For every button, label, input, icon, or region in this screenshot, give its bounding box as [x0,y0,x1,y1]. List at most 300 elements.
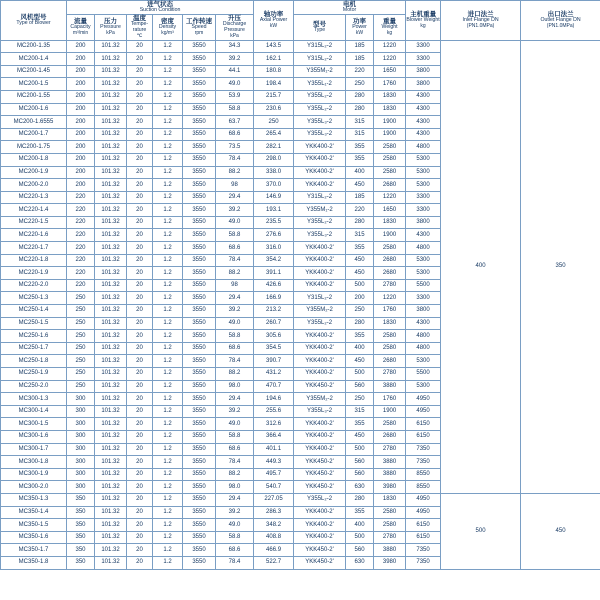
cell-discharge-pressure: 78.4 [216,254,254,267]
cell-discharge-pressure: 98 [216,279,254,292]
cell-motor-weight: 1760 [374,393,406,406]
cell-discharge-pressure: 39.2 [216,305,254,318]
cell-blower-weight: 3800 [406,78,441,91]
cell-motor-power: 500 [346,443,374,456]
cell-capacity: 220 [67,191,95,204]
cell-axial-power: 449.3 [254,456,294,469]
cell-blower-weight: 7350 [406,544,441,557]
cell-discharge-pressure: 29.4 [216,493,254,506]
cell-capacity: 350 [67,506,95,519]
cell-density: 1.2 [153,342,183,355]
cell-motor-weight: 2580 [374,166,406,179]
cell-model: MC200-1.7 [1,128,67,141]
cell-discharge-pressure: 39.2 [216,53,254,66]
cell-axial-power: 162.1 [254,53,294,66]
cell-model: MC250-1.6 [1,330,67,343]
cell-density: 1.2 [153,468,183,481]
cell-motor-power: 250 [346,305,374,318]
cell-capacity: 200 [67,166,95,179]
cell-temperature: 20 [127,216,153,229]
cell-density: 1.2 [153,90,183,103]
cell-speed: 3550 [183,430,216,443]
cell-pressure: 101.32 [95,242,127,255]
cell-motor-weight: 2680 [374,254,406,267]
cell-density: 1.2 [153,128,183,141]
cell-temperature: 20 [127,166,153,179]
cell-model: MC200-1.6 [1,103,67,116]
cell-temperature: 20 [127,305,153,318]
cell-model: MC200-1.9 [1,166,67,179]
cell-axial-power: 265.4 [254,128,294,141]
cell-motor-type: Y355L₂-2 [294,90,346,103]
cell-motor-weight: 2780 [374,279,406,292]
cell-motor-type: Y315L₂-2 [294,191,346,204]
cell-axial-power: 227.05 [254,493,294,506]
cell-axial-power: 194.6 [254,393,294,406]
cell-motor-weight: 1830 [374,317,406,330]
cell-temperature: 20 [127,179,153,192]
cell-capacity: 200 [67,53,95,66]
cell-motor-type: Y355L₂-2 [294,216,346,229]
cell-outlet-flange: 350 [521,40,600,493]
cell-discharge-pressure: 39.2 [216,204,254,217]
cell-model: MC220-1.9 [1,267,67,280]
cell-speed: 3550 [183,267,216,280]
cell-blower-weight: 4300 [406,128,441,141]
cell-motor-weight: 3880 [374,456,406,469]
cell-pressure: 101.32 [95,430,127,443]
cell-motor-type: Y355M₂-2 [294,305,346,318]
cell-temperature: 20 [127,317,153,330]
cell-axial-power: 540.7 [254,481,294,494]
cell-motor-type: YKK400-2' [294,242,346,255]
cell-capacity: 200 [67,40,95,53]
cell-axial-power: 391.1 [254,267,294,280]
cell-speed: 3550 [183,128,216,141]
cell-motor-power: 355 [346,506,374,519]
cell-speed: 3550 [183,103,216,116]
cell-capacity: 250 [67,305,95,318]
cell-speed: 3550 [183,342,216,355]
cell-motor-weight: 2580 [374,506,406,519]
cell-motor-power: 400 [346,519,374,532]
cell-motor-power: 450 [346,179,374,192]
table-body [1,40,600,569]
cell-temperature: 20 [127,342,153,355]
cell-motor-type: Y315L₂-2 [294,292,346,305]
cell-blower-weight: 5300 [406,179,441,192]
cell-discharge-pressure: 58.8 [216,103,254,116]
cell-model: MC300-1.4 [1,405,67,418]
cell-temperature: 20 [127,292,153,305]
cell-pressure: 101.32 [95,443,127,456]
cell-temperature: 20 [127,481,153,494]
cell-speed: 3550 [183,204,216,217]
cell-speed: 3550 [183,65,216,78]
cell-discharge-pressure: 68.6 [216,443,254,456]
cell-motor-type: YKK400-2' [294,430,346,443]
cell-discharge-pressure: 78.4 [216,456,254,469]
cell-density: 1.2 [153,380,183,393]
cell-motor-power: 500 [346,531,374,544]
cell-pressure: 101.32 [95,493,127,506]
cell-motor-type: YKK400-2' [294,254,346,267]
cell-motor-weight: 1830 [374,216,406,229]
cell-axial-power: 390.7 [254,355,294,368]
cell-motor-weight: 2780 [374,443,406,456]
cell-blower-weight: 8550 [406,468,441,481]
table-row [1,40,600,53]
cell-motor-weight: 1220 [374,40,406,53]
cell-temperature: 20 [127,242,153,255]
cell-motor-type: YKK400-2' [294,166,346,179]
cell-speed: 3550 [183,116,216,129]
cell-motor-power: 250 [346,393,374,406]
cell-discharge-pressure: 58.8 [216,229,254,242]
header-motor-group: 电机 Motor [294,1,406,15]
cell-discharge-pressure: 29.4 [216,292,254,305]
cell-pressure: 101.32 [95,191,127,204]
cell-discharge-pressure: 49.0 [216,519,254,532]
cell-blower-weight: 5300 [406,254,441,267]
cell-temperature: 20 [127,254,153,267]
cell-model: MC220-1.5 [1,216,67,229]
cell-motor-power: 220 [346,204,374,217]
cell-temperature: 20 [127,556,153,569]
cell-density: 1.2 [153,279,183,292]
header-motor-type: 型号 Type [294,15,346,40]
header-discharge-pressure: 升压 Discharge Pressure kPa [216,15,254,40]
cell-blower-weight: 5300 [406,355,441,368]
header-outlet-flange: 出口法兰 Outlet Flange DN (PN1.0MPa) [521,1,600,41]
cell-model: MC250-1.4 [1,305,67,318]
cell-axial-power: 250 [254,116,294,129]
cell-motor-weight: 2680 [374,355,406,368]
cell-capacity: 300 [67,443,95,456]
cell-motor-weight: 1220 [374,53,406,66]
cell-capacity: 200 [67,103,95,116]
cell-axial-power: 401.1 [254,443,294,456]
cell-axial-power: 370.0 [254,179,294,192]
cell-discharge-pressure: 73.5 [216,141,254,154]
cell-model: MC300-2.0 [1,481,67,494]
cell-discharge-pressure: 49.0 [216,418,254,431]
cell-motor-type: Y355M₁-2 [294,65,346,78]
cell-temperature: 20 [127,493,153,506]
cell-capacity: 200 [67,90,95,103]
cell-discharge-pressure: 34.3 [216,40,254,53]
header-suction-group: 进气状态 Suction Condition [67,1,254,15]
cell-capacity: 220 [67,242,95,255]
cell-pressure: 101.32 [95,65,127,78]
cell-blower-weight: 7350 [406,443,441,456]
cell-temperature: 20 [127,229,153,242]
cell-axial-power: 354.2 [254,254,294,267]
cell-temperature: 20 [127,53,153,66]
cell-density: 1.2 [153,531,183,544]
cell-blower-weight: 3800 [406,65,441,78]
cell-axial-power: 316.0 [254,242,294,255]
cell-motor-weight: 1760 [374,78,406,91]
cell-density: 1.2 [153,141,183,154]
cell-blower-weight: 6150 [406,531,441,544]
cell-temperature: 20 [127,393,153,406]
cell-motor-weight: 2680 [374,430,406,443]
cell-model: MC300-1.3 [1,393,67,406]
cell-blower-weight: 5500 [406,368,441,381]
cell-capacity: 200 [67,153,95,166]
cell-temperature: 20 [127,355,153,368]
cell-speed: 3550 [183,242,216,255]
cell-motor-type: YKK400-2' [294,267,346,280]
cell-temperature: 20 [127,78,153,91]
cell-capacity: 220 [67,267,95,280]
cell-temperature: 20 [127,204,153,217]
cell-motor-weight: 3880 [374,380,406,393]
cell-model: MC200-2.0 [1,179,67,192]
cell-axial-power: 495.7 [254,468,294,481]
cell-motor-type: Y355L₃-2 [294,405,346,418]
cell-motor-weight: 3980 [374,481,406,494]
cell-blower-weight: 7350 [406,456,441,469]
cell-temperature: 20 [127,141,153,154]
cell-density: 1.2 [153,179,183,192]
cell-temperature: 20 [127,330,153,343]
cell-capacity: 220 [67,229,95,242]
cell-capacity: 350 [67,556,95,569]
cell-discharge-pressure: 78.4 [216,153,254,166]
cell-pressure: 101.32 [95,330,127,343]
cell-blower-weight: 4800 [406,141,441,154]
cell-inlet-flange: 500 [441,493,521,569]
cell-motor-weight: 1220 [374,292,406,305]
cell-motor-power: 355 [346,330,374,343]
cell-motor-power: 315 [346,116,374,129]
cell-discharge-pressure: 78.4 [216,355,254,368]
cell-density: 1.2 [153,153,183,166]
cell-pressure: 101.32 [95,506,127,519]
cell-speed: 3550 [183,355,216,368]
cell-motor-type: YKK400-2' [294,519,346,532]
cell-density: 1.2 [153,355,183,368]
cell-capacity: 220 [67,279,95,292]
cell-model: MC200-1.8 [1,153,67,166]
cell-motor-weight: 1760 [374,305,406,318]
cell-pressure: 101.32 [95,40,127,53]
cell-density: 1.2 [153,405,183,418]
cell-blower-weight: 4800 [406,330,441,343]
cell-density: 1.2 [153,393,183,406]
cell-speed: 3550 [183,90,216,103]
cell-discharge-pressure: 49.0 [216,317,254,330]
cell-axial-power: 431.2 [254,368,294,381]
cell-motor-weight: 2580 [374,418,406,431]
cell-model: MC350-1.5 [1,519,67,532]
cell-temperature: 20 [127,128,153,141]
cell-axial-power: 522.7 [254,556,294,569]
cell-motor-type: Y355L₂-2 [294,493,346,506]
cell-density: 1.2 [153,242,183,255]
cell-discharge-pressure: 68.6 [216,242,254,255]
cell-capacity: 220 [67,216,95,229]
cell-pressure: 101.32 [95,128,127,141]
cell-blower-weight: 3300 [406,40,441,53]
cell-motor-type: Y355L₂-2 [294,317,346,330]
cell-blower-weight: 5500 [406,279,441,292]
cell-motor-type: YKK400-2' [294,355,346,368]
cell-model: MC200-1.75 [1,141,67,154]
cell-pressure: 101.32 [95,116,127,129]
cell-model: MC200-1.5 [1,78,67,91]
header-speed: 工作转速 Speed rpm [183,15,216,40]
cell-motor-weight: 2780 [374,531,406,544]
cell-axial-power: 230.6 [254,103,294,116]
cell-capacity: 350 [67,519,95,532]
cell-model: MC200-1.55 [1,90,67,103]
cell-motor-power: 560 [346,544,374,557]
cell-discharge-pressure: 98 [216,179,254,192]
cell-blower-weight: 4950 [406,393,441,406]
cell-discharge-pressure: 58.8 [216,531,254,544]
cell-capacity: 300 [67,393,95,406]
cell-capacity: 220 [67,254,95,267]
cell-blower-weight: 5300 [406,380,441,393]
cell-axial-power: 146.9 [254,191,294,204]
cell-speed: 3550 [183,179,216,192]
cell-temperature: 20 [127,116,153,129]
cell-model: MC300-1.6 [1,430,67,443]
cell-motor-power: 450 [346,355,374,368]
cell-model: MC250-1.9 [1,368,67,381]
cell-motor-type: YKK400-2' [294,153,346,166]
cell-temperature: 20 [127,103,153,116]
cell-motor-type: YKK400-2' [294,330,346,343]
cell-motor-type: Y355L₁-2 [294,78,346,91]
cell-motor-power: 315 [346,405,374,418]
header-density: 密度 Density kg/m³ [153,15,183,40]
cell-density: 1.2 [153,317,183,330]
cell-outlet-flange: 450 [521,493,600,569]
cell-discharge-pressure: 98.0 [216,481,254,494]
header-pressure: 压力 Pressure kPa [95,15,127,40]
cell-discharge-pressure: 39.2 [216,506,254,519]
cell-blower-weight: 6150 [406,430,441,443]
cell-blower-weight: 3300 [406,204,441,217]
cell-model: MC300-1.5 [1,418,67,431]
cell-motor-weight: 2680 [374,267,406,280]
cell-model: MC300-1.9 [1,468,67,481]
cell-axial-power: 193.1 [254,204,294,217]
cell-temperature: 20 [127,191,153,204]
cell-pressure: 101.32 [95,279,127,292]
table-header [1,1,600,41]
cell-temperature: 20 [127,430,153,443]
cell-density: 1.2 [153,456,183,469]
cell-model: MC350-1.3 [1,493,67,506]
cell-motor-type: Y355L₃-2 [294,116,346,129]
cell-capacity: 300 [67,481,95,494]
cell-blower-weight: 6150 [406,418,441,431]
cell-density: 1.2 [153,53,183,66]
cell-model: MC220-1.6 [1,229,67,242]
cell-motor-power: 560 [346,456,374,469]
cell-capacity: 350 [67,531,95,544]
cell-axial-power: 470.7 [254,380,294,393]
cell-motor-power: 280 [346,317,374,330]
cell-pressure: 101.32 [95,368,127,381]
cell-capacity: 250 [67,330,95,343]
cell-motor-type: Y355M₂-2 [294,393,346,406]
cell-discharge-pressure: 58.8 [216,330,254,343]
cell-motor-power: 450 [346,430,374,443]
cell-motor-weight: 1900 [374,116,406,129]
cell-speed: 3550 [183,493,216,506]
cell-motor-type: YKK400-2' [294,141,346,154]
cell-pressure: 101.32 [95,103,127,116]
cell-motor-weight: 1650 [374,65,406,78]
cell-motor-power: 200 [346,292,374,305]
cell-axial-power: 260.7 [254,317,294,330]
cell-density: 1.2 [153,368,183,381]
cell-speed: 3550 [183,305,216,318]
cell-blower-weight: 4300 [406,116,441,129]
cell-motor-weight: 2580 [374,519,406,532]
cell-motor-power: 280 [346,216,374,229]
cell-axial-power: 408.8 [254,531,294,544]
cell-pressure: 101.32 [95,229,127,242]
cell-motor-type: YKK400-2' [294,368,346,381]
cell-axial-power: 180.8 [254,65,294,78]
cell-motor-power: 280 [346,103,374,116]
cell-density: 1.2 [153,418,183,431]
cell-motor-power: 280 [346,493,374,506]
cell-pressure: 101.32 [95,204,127,217]
cell-density: 1.2 [153,103,183,116]
cell-discharge-pressure: 88.2 [216,166,254,179]
cell-pressure: 101.32 [95,393,127,406]
cell-motor-type: Y315L₂-2 [294,40,346,53]
cell-speed: 3550 [183,53,216,66]
cell-temperature: 20 [127,506,153,519]
header-group-row [1,1,600,15]
cell-temperature: 20 [127,519,153,532]
cell-density: 1.2 [153,267,183,280]
cell-model: MC220-2.0 [1,279,67,292]
cell-motor-power: 355 [346,418,374,431]
cell-pressure: 101.32 [95,267,127,280]
cell-blower-weight: 4950 [406,493,441,506]
cell-temperature: 20 [127,405,153,418]
cell-motor-weight: 2680 [374,179,406,192]
cell-blower-weight: 3300 [406,292,441,305]
cell-discharge-pressure: 78.4 [216,556,254,569]
cell-discharge-pressure: 88.2 [216,267,254,280]
cell-discharge-pressure: 53.9 [216,90,254,103]
cell-capacity: 200 [67,128,95,141]
cell-capacity: 300 [67,430,95,443]
cell-density: 1.2 [153,65,183,78]
header-motor-weight: 重量 Weight kg [374,15,406,40]
cell-speed: 3550 [183,556,216,569]
table-row [1,493,600,506]
cell-blower-weight: 7350 [406,556,441,569]
cell-blower-weight: 4300 [406,90,441,103]
cell-capacity: 350 [67,544,95,557]
cell-motor-power: 355 [346,153,374,166]
cell-axial-power: 166.9 [254,292,294,305]
cell-motor-type: YKK450-2' [294,544,346,557]
cell-discharge-pressure: 68.6 [216,544,254,557]
